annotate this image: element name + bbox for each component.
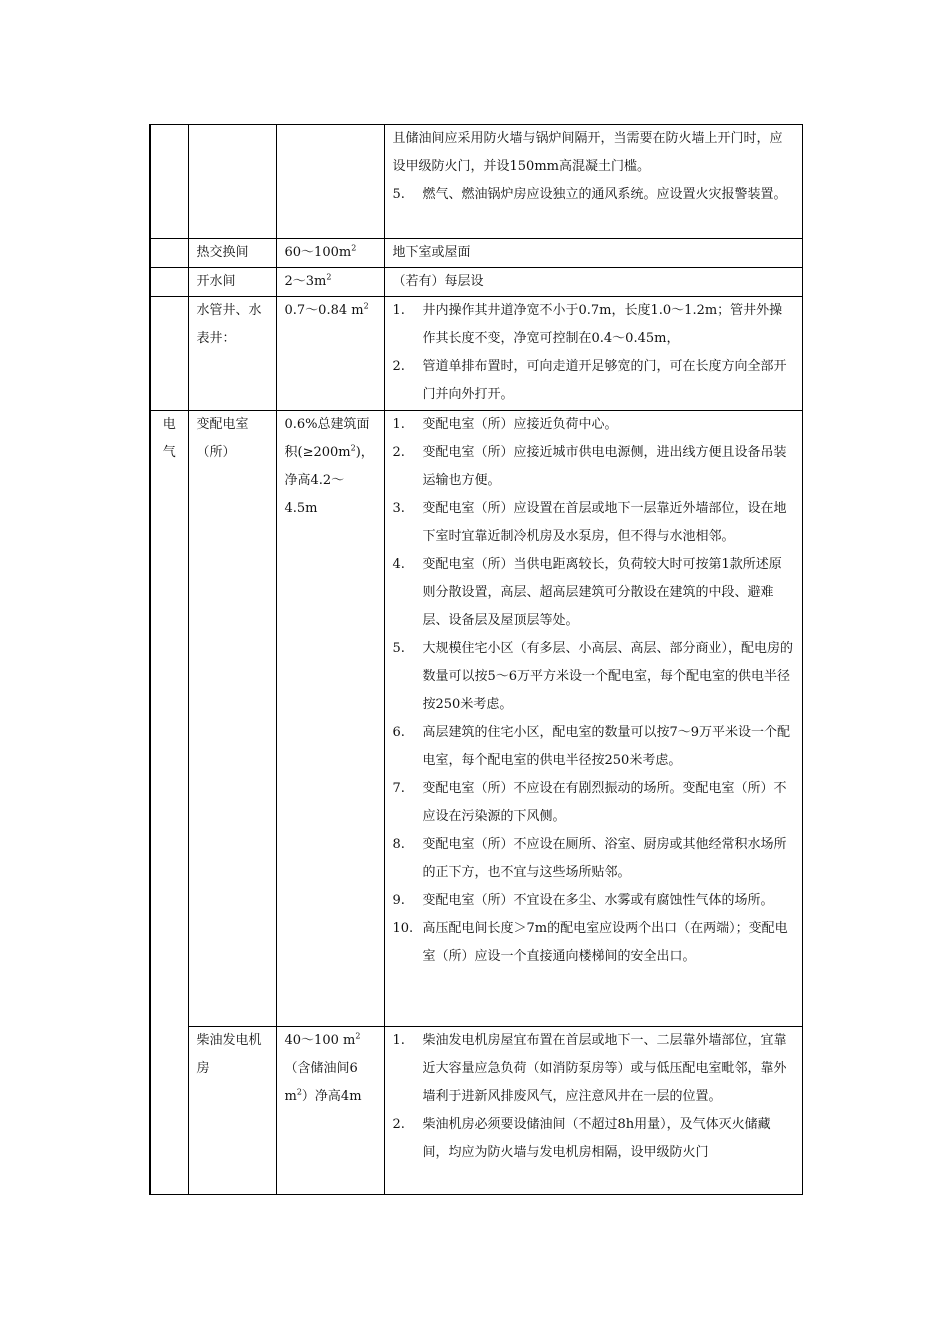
category-label: 电气 bbox=[162, 417, 176, 460]
list-number: 5. bbox=[392, 641, 405, 656]
list-text: 柴油发电机房屋宜布置在首层或地下一、二层靠外墙部位，宜靠近大容量应急负荷（如消防泵房等）或与低压配电室毗邻，靠外墙利于进新风排废风气，应注意风井在一层的位置。 bbox=[422, 1033, 787, 1104]
list-item bbox=[393, 297, 794, 353]
room-name-cell bbox=[188, 125, 276, 239]
area-value-suffix: ）净高4m bbox=[301, 1089, 362, 1104]
area-value: 2～3m bbox=[284, 274, 327, 289]
list-number: 2. bbox=[392, 1117, 405, 1132]
room-name-cell: 热交换间 bbox=[188, 239, 276, 268]
list-item bbox=[393, 353, 794, 409]
requirement-text: 且储油间应采用防火墙与锅炉间隔开，当需要在防火墙上开门时，应设甲级防火门，并设150mm高混凝土门槛。 bbox=[392, 131, 783, 174]
category-cell-electrical bbox=[150, 411, 188, 1195]
list-text: 高压配电间长度＞7m的配电室应设两个出口（在两端）；变配电室（所）应设一个直接通向楼梯间的安全出口。 bbox=[422, 921, 788, 964]
list-number: 10. bbox=[392, 921, 414, 936]
area-cell bbox=[276, 297, 384, 411]
area-superscript: 2 bbox=[363, 301, 369, 311]
area-superscript: 2 bbox=[355, 1031, 361, 1041]
category-cell bbox=[150, 125, 188, 239]
list-text: 燃气、燃油锅炉房应设独立的通风系统。应设置火灾报警装置。 bbox=[422, 187, 787, 202]
area-superscript: 2 bbox=[350, 443, 356, 453]
requirement-cell bbox=[384, 297, 802, 411]
list-text: 柴油机房必须要设储油间（不超过8h用量），及气体灭火储藏间，均应为防火墙与发电机房相隔，设甲级防火门 bbox=[422, 1117, 771, 1160]
list-text: 变配电室（所）应接近负荷中心。 bbox=[422, 417, 618, 432]
table-row bbox=[150, 125, 802, 239]
list-text: 变配电室（所）不宜设在多尘、水雾或有腐蚀性气体的场所。 bbox=[422, 893, 774, 908]
area-value: 60～100m bbox=[284, 245, 352, 260]
category-cell bbox=[150, 268, 188, 297]
area-superscript: 2 bbox=[296, 1087, 302, 1097]
requirement-cell bbox=[384, 1027, 802, 1195]
list-number: 4. bbox=[392, 557, 405, 572]
room-name-cell: 柴油发电机房 bbox=[188, 1027, 276, 1195]
list-text: 高层建筑的住宅小区，配电室的数量可以按7～9万平米设一个配电室，每个配电室的供电半径按250米考虑。 bbox=[422, 725, 791, 768]
table-row bbox=[150, 411, 802, 1027]
list-item bbox=[393, 1111, 794, 1167]
list-item bbox=[393, 495, 794, 551]
list-item bbox=[393, 915, 794, 971]
list-text: 变配电室（所）不应设在厕所、浴室、厨房或其他经常积水场所的正下方，也不宜与这些场所贴邻。 bbox=[422, 837, 787, 880]
area-cell bbox=[276, 1027, 384, 1195]
room-name-cell: 水管井、水表井： bbox=[188, 297, 276, 411]
list-number: 8. bbox=[392, 837, 405, 852]
area-cell bbox=[276, 411, 384, 1027]
list-number: 6. bbox=[392, 725, 405, 740]
table-row bbox=[150, 1027, 802, 1195]
table-row bbox=[150, 297, 802, 411]
list-text: 变配电室（所）应接近城市供电电源侧，进出线方便且设备吊装运输也方便。 bbox=[422, 445, 787, 488]
list-item bbox=[393, 887, 794, 915]
list-item bbox=[393, 439, 794, 495]
list-text: 管道单排布置时，可向走道开足够宽的门，可在长度方向全部开门并向外打开。 bbox=[422, 359, 787, 402]
category-cell bbox=[150, 297, 188, 411]
list-item bbox=[393, 551, 794, 635]
area-cell bbox=[276, 268, 384, 297]
area-value: 0.7～0.84 m bbox=[284, 303, 364, 318]
list-number: 1. bbox=[392, 1033, 405, 1048]
room-name-cell: 变配电室（所） bbox=[188, 411, 276, 1027]
area-superscript: 2 bbox=[326, 272, 332, 282]
list-text: 井内操作其井道净宽不小于0.7m，长度1.0～1.2m；管井外操作其长度不变，净宽可控制在0.4～0.45m， bbox=[422, 303, 783, 346]
requirement-cell bbox=[384, 411, 802, 1027]
list-item bbox=[393, 181, 794, 209]
list-text: 大规模住宅小区（有多层、小高层、高层、部分商业），配电房的数量可以按5～6万平方米设一个配电室，每个配电室的供电半径按250米考虑。 bbox=[422, 641, 794, 712]
list-number: 2. bbox=[392, 445, 405, 460]
list-number: 3. bbox=[392, 501, 405, 516]
table-row bbox=[150, 268, 802, 297]
list-item bbox=[393, 719, 794, 775]
list-number: 7. bbox=[392, 781, 405, 796]
requirement-cell: （若有）每层设 bbox=[384, 268, 802, 297]
area-superscript: 2 bbox=[351, 243, 357, 253]
list-number: 9. bbox=[392, 893, 405, 908]
area-cell bbox=[276, 239, 384, 268]
room-name-cell: 开水间 bbox=[188, 268, 276, 297]
list-item bbox=[393, 1027, 794, 1111]
list-number: 1. bbox=[392, 417, 405, 432]
list-item bbox=[393, 411, 794, 439]
area-value-middle: （含储油间6 m bbox=[284, 1061, 358, 1104]
list-text: 变配电室（所）应设置在首层或地下一层靠近外墙部位，设在地下室时宜靠近制冷机房及水泵房，但不得与水池相邻。 bbox=[422, 501, 787, 544]
requirement-cell: 地下室或屋面 bbox=[384, 239, 802, 268]
table-row bbox=[150, 239, 802, 268]
list-item bbox=[393, 831, 794, 887]
list-number: 2. bbox=[392, 359, 405, 374]
list-number: 5. bbox=[392, 187, 405, 202]
list-text: 变配电室（所）当供电距离较长，负荷较大时可按第1款所述原则分散设置，高层、超高层建筑可分散设在建筑的中段、避难层、设备层及屋顶层等处。 bbox=[422, 557, 782, 628]
list-item bbox=[393, 635, 794, 719]
category-cell bbox=[150, 239, 188, 268]
spec-table bbox=[149, 124, 803, 1195]
list-text: 变配电室（所）不应设在有剧烈振动的场所。变配电室（所）不应设在污染源的下风侧。 bbox=[422, 781, 787, 824]
requirement-cell bbox=[384, 125, 802, 239]
area-value-suffix: )，净高4.2～4.5m bbox=[284, 445, 374, 516]
area-value: 0.6%总建筑面积(≥200m bbox=[284, 417, 370, 460]
list-number: 1. bbox=[392, 303, 405, 318]
area-value: 40～100 m bbox=[284, 1033, 356, 1048]
area-cell bbox=[276, 125, 384, 239]
list-item bbox=[393, 775, 794, 831]
